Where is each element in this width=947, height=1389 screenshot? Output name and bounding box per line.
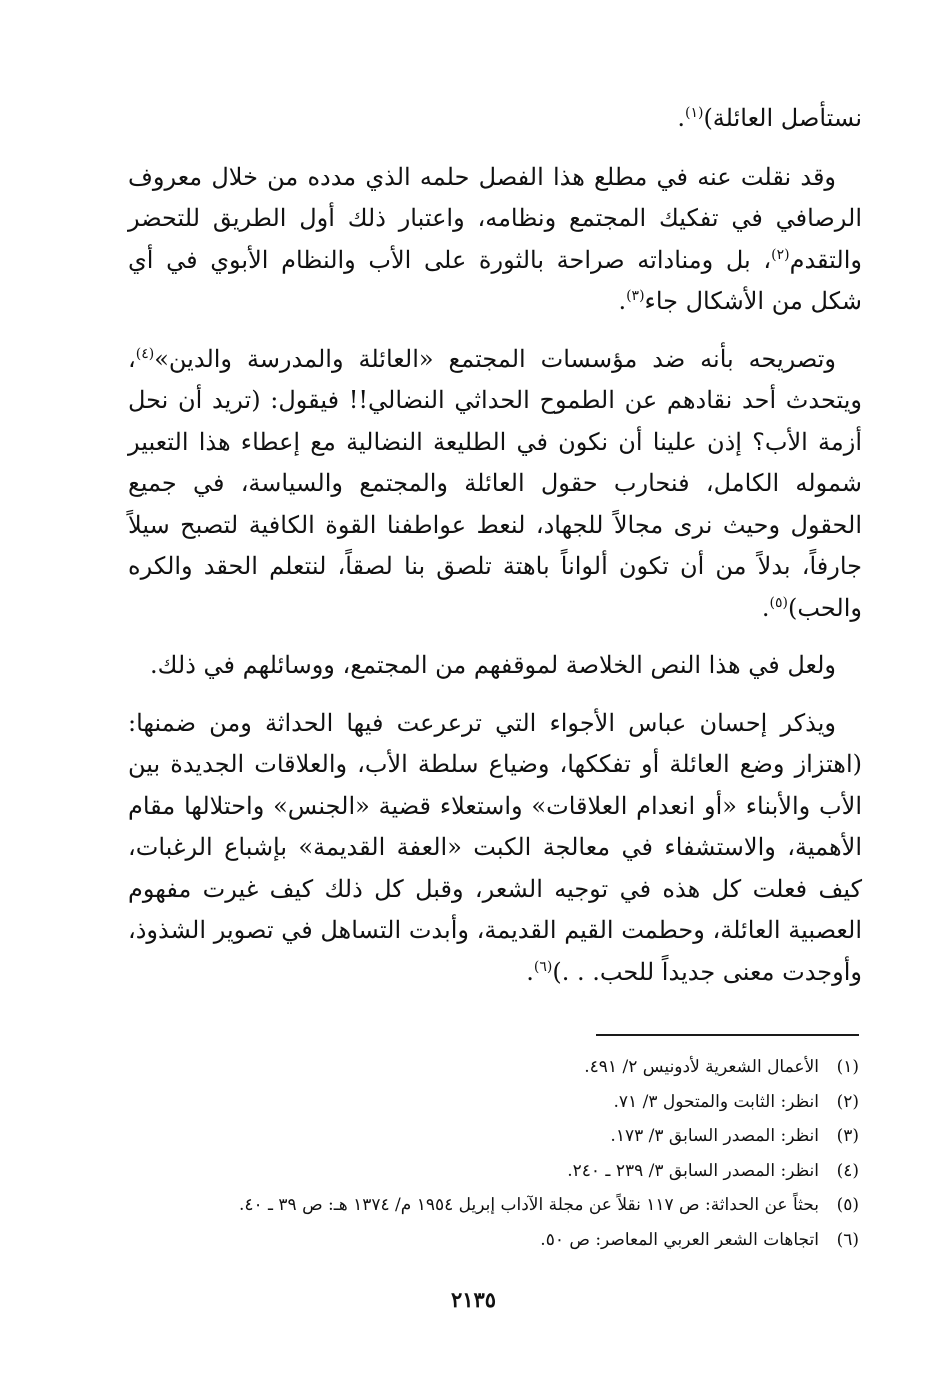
footnote-number: (٣) xyxy=(836,1126,859,1146)
footnote-5 xyxy=(125,1188,859,1223)
footnote-ref-1: (١) xyxy=(684,105,704,121)
paragraph-3 xyxy=(128,645,862,687)
footnote-1 xyxy=(125,1050,859,1085)
footnote-6 xyxy=(125,1223,859,1258)
main-text xyxy=(128,98,862,993)
footnote-number: (٤) xyxy=(836,1160,859,1181)
footnote-number: (٦) xyxy=(836,1229,859,1250)
page-number: ٢١٣٥ xyxy=(450,1287,497,1312)
footnote-text: انظر: الثابت والمتحول ٣/ ٧١. xyxy=(613,1091,819,1112)
paragraph-1-text: وقد نقلت عنه في مطلع هذا الفصل حلمه الذي مدده من خلال معروف الرصافي في تفكيك المجتمع ونظامه، واعتبار ذلك أول الطريق للتحضر والتقدم xyxy=(128,162,862,274)
footnote-2 xyxy=(125,1085,859,1120)
footnote-ref-2: (٢) xyxy=(771,246,790,263)
footnote-text: انظر: المصدر السابق ٣/ ١٧٣. xyxy=(610,1126,819,1146)
paragraph-2-text: وتصريحه بأنه ضد مؤسسات المجتمع «العائلة والمدرسة والدين» xyxy=(154,344,837,373)
paragraph-0-tail: . xyxy=(677,104,685,132)
paragraph-4 xyxy=(128,703,862,994)
paragraph-2 xyxy=(128,339,862,630)
footnote-text: انظر: المصدر السابق ٣/ ٢٣٩ ـ ٢٤٠. xyxy=(567,1160,819,1181)
footnote-3 xyxy=(125,1119,859,1154)
footnotes xyxy=(125,1050,859,1257)
paragraph-3-text: ولعل في هذا النص الخلاصة لموقفهم من المجتمع، ووسائلهم في ذلك. xyxy=(150,651,836,679)
footnote-text: اتجاهات الشعر العربي المعاصر: ص ٥٠. xyxy=(540,1229,819,1250)
footnote-number: (١) xyxy=(836,1057,859,1077)
paragraph-0 xyxy=(128,98,862,140)
paragraph-1-tail: ، بل ومناداته صراحة بالثورة على الأب والنظام الأبوي في أي شكل من الأشكال جاء xyxy=(128,245,862,315)
footnote-ref-3: (٣) xyxy=(626,288,645,304)
footnote-ref-6: (٦) xyxy=(533,958,553,975)
paragraph-0-text: نستأصل العائلة) xyxy=(703,104,862,132)
footnote-ref-5: (٥) xyxy=(769,594,788,611)
footnote-number: (٢) xyxy=(836,1091,859,1112)
footnote-ref-4: (٤) xyxy=(135,345,155,362)
footnote-number: (٥) xyxy=(836,1195,859,1215)
paragraph-2-tail-2: . xyxy=(761,593,770,622)
paragraph-1-tail-2: . xyxy=(618,287,627,315)
paragraph-2-tail: ، ويتحدث أحد نقادهم عن الطموح الحداثي النضالي!! فيقول: (تريد أن نحل أزمة الأب؟ إذن علينا أن نكون في الطليعة النضالية مع إعطاء هذا التعبير شموله الكامل، فنحارب حقول العائلة والمجتمع والسياسة، في جميع الحقول وحيث نرى مجالاً للجهاد، لنعط عواطفنا القوة الكافية لتصبح سيلاً جارفاً، بدلاً من أن تكون ألواناً باهتة تلصق بنا لصقاً، لنتعلم الحقد والكره والحب) xyxy=(128,344,862,622)
footnote-text: الأعمال الشعرية لأدونيس ٢/ ٤٩١. xyxy=(584,1057,819,1077)
footnote-4 xyxy=(125,1154,859,1189)
paragraph-4-text: ويذكر إحسان عباس الأجواء التي ترعرعت فيها الحداثة ومن ضمنها: (اهتزاز وضع العائلة أو تفككها، وضياع سلطة الأب، والعلاقات الجديدة بين الأب والأبناء «أو انعدام العلاقات» واستعلاء قضية «الجنس» واحتلالها مقام الأهمية، والاستشفاء في معالجة الكبت «العفة القديمة» بإشباع الرغبات، كيف فعلت كل هذه في توجيه الشعر، وقبل كل ذلك كيف غيرت مفهوم العصبية العائلة، وحطمت القيم القديمة، وأبدت التساهل في تصوير الشذوذ، وأوجدت معنى جديداً للحب. . .) xyxy=(128,708,862,986)
paragraph-4-tail: . xyxy=(526,957,534,986)
paragraph-1 xyxy=(128,157,862,323)
footnote-text: بحثاً عن الحداثة: ص ١١٧ نقلاً عن مجلة الآداب إبريل ١٩٥٤ م/ ١٣٧٤ هـ: ص ٣٩ ـ ٤٠. xyxy=(238,1195,819,1215)
footnote-separator xyxy=(596,1034,859,1036)
